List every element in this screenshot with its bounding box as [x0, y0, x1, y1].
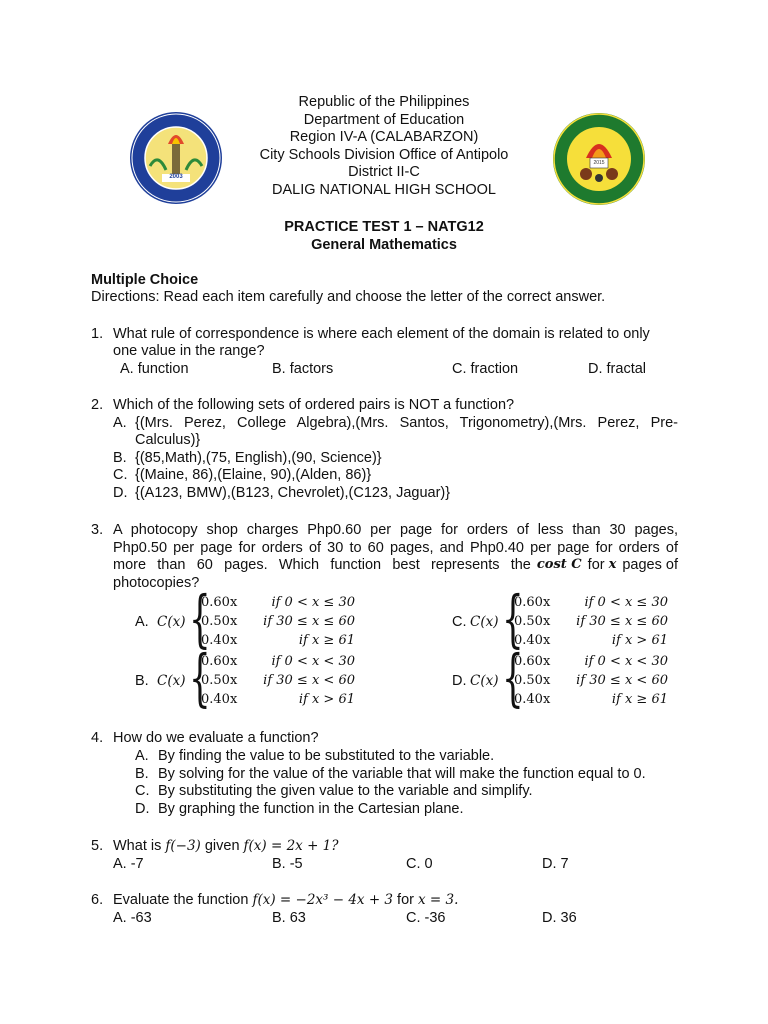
q6-choice-b: B. 63	[272, 910, 306, 926]
left-seal-year: 2003	[169, 174, 183, 180]
q5-text	[113, 838, 339, 854]
q2-label-c: C.	[113, 467, 128, 483]
q5-math-2: f(x) = 2x + 1?	[243, 838, 339, 854]
q3-option-c-cond-3: if x > 61	[611, 633, 668, 648]
q3-option-a-val-2: 0.50x	[201, 614, 238, 629]
q3-text-3e: pages of	[622, 557, 678, 573]
q2-choice-c: {(Maine, 86),(Elaine, 90),(Alden, 86)}	[135, 467, 372, 483]
q3-option-a-brace: {	[189, 582, 211, 655]
q3-option-b-cond-2: if 30 ≤ x < 60	[263, 673, 355, 688]
q4-number: 4.	[91, 730, 104, 746]
q2-choice-a-2: Calculus)}	[135, 432, 201, 448]
q2-label-a: A.	[113, 415, 127, 431]
q3-option-c-fn: C(x)	[470, 614, 499, 630]
q3-option-c	[452, 582, 682, 655]
q3-option-b-fn: C(x)	[157, 673, 186, 689]
q3-option-b-val-1: 0.60x	[201, 654, 238, 669]
q3-option-a-cond-1: if 0 < x ≤ 30	[271, 595, 355, 610]
q3-option-d-case-1	[514, 654, 668, 672]
q3-option-c-val-1: 0.60x	[514, 595, 551, 610]
q3-number: 3.	[91, 522, 104, 538]
q4-choice-b: By solving for the value of the variable that will make the function equal to 0.	[158, 766, 646, 782]
header-line-5: District II-C	[348, 164, 420, 180]
q5-choice-d: D. 7	[542, 856, 569, 872]
q5-number: 5.	[91, 838, 104, 854]
q1-choice-a: A. function	[120, 361, 189, 377]
q3-option-c-cond-2: if 30 ≤ x ≤ 60	[576, 614, 668, 629]
q3-option-b	[135, 641, 365, 714]
q6-text	[113, 892, 458, 908]
q3-option-b-cond-1: if 0 < x < 30	[271, 654, 355, 669]
q6-choice-a: A. -63	[113, 910, 152, 926]
q2-choice-a-1: {(Mrs. Perez, College Algebra),(Mrs. Santos, Trigonometry),(Mrs. Perez, Pre-	[135, 415, 678, 431]
q3-option-a-case-3	[201, 633, 355, 651]
q3-option-c-val-3: 0.40x	[514, 633, 551, 648]
q2-choice-b: {(85,Math),(75, English),(90, Science)}	[135, 450, 382, 466]
q3-text-1: A photocopy shop charges Php0.60 per page for orders of less than 30 pages,	[113, 522, 678, 538]
q3-option-d-case-3	[514, 692, 668, 710]
q4-label-a: A.	[135, 748, 149, 764]
q3-option-a-cond-3: if x ≥ 61	[298, 633, 355, 648]
q4-label-b: B.	[135, 766, 149, 782]
q3-option-c-case-2	[514, 614, 668, 632]
q4-choice-c: By substituting the given value to the variable and simplify.	[158, 783, 533, 799]
q5-choice-c: C. 0	[406, 856, 433, 872]
q6-number: 6.	[91, 892, 104, 908]
q3-option-c-case-1	[514, 595, 668, 613]
q3-option-b-case-3	[201, 692, 355, 710]
q3-option-d-brace: {	[502, 641, 524, 714]
q2-number: 2.	[91, 397, 104, 413]
q1-text-2: one value in the range?	[113, 343, 265, 359]
q6-math-2: x = 3.	[418, 892, 459, 908]
q3-option-a-val-3: 0.40x	[201, 633, 238, 648]
q4-choice-a: By finding the value to be substituted to the variable.	[158, 748, 495, 764]
q6-choice-d: D. 36	[542, 910, 577, 926]
q3-option-a-label: A.	[135, 614, 149, 630]
q2-label-b: B.	[113, 450, 127, 466]
q2-label-d: D.	[113, 485, 128, 501]
header-line-6: DALIG NATIONAL HIGH SCHOOL	[272, 182, 496, 198]
q3-option-d-label: D.	[452, 673, 467, 689]
q3-cost-c: cost C	[536, 557, 582, 572]
section-heading: Multiple Choice	[91, 272, 199, 288]
q3-option-a-cond-2: if 30 ≤ x ≤ 60	[263, 614, 355, 629]
q3-option-b-case-2	[201, 673, 355, 691]
header-line-2: Department of Education	[303, 112, 465, 128]
q4-label-c: C.	[135, 783, 150, 799]
q2-choice-d: {(A123, BMW),(B123, Chevrolet),(C123, Jaguar)}	[135, 485, 451, 501]
q3-x: x	[608, 557, 617, 572]
test-title: PRACTICE TEST 1 – NATG12	[284, 219, 484, 235]
q4-text: How do we evaluate a function?	[113, 730, 319, 746]
q3-option-c-cond-1: if 0 < x ≤ 30	[584, 595, 668, 610]
q3-text-3c: for	[587, 557, 605, 573]
q6-math-1: f(x) = −2x³ − 4x + 3	[252, 892, 394, 908]
q1-choice-c: C. fraction	[452, 361, 519, 377]
q3-text-2: Php0.50 per page for orders of 30 to 60 pages, and Php0.40 per page for orders of	[113, 540, 678, 556]
q2-text: Which of the following sets of ordered pairs is NOT a function?	[113, 397, 515, 413]
q3-option-b-val-2: 0.50x	[201, 673, 238, 688]
q6-text-2: for	[397, 892, 414, 908]
q3-option-d-fn: C(x)	[470, 673, 499, 689]
header-line-1: Republic of the Philippines	[298, 94, 470, 110]
q4-choice-d: By graphing the function in the Cartesian plane.	[158, 801, 464, 817]
q5-math-1: f(−3)	[165, 838, 201, 854]
q3-option-c-brace: {	[502, 582, 524, 655]
q6-text-1: Evaluate the function	[113, 892, 249, 908]
right-seal-year: 2015	[593, 160, 605, 166]
q3-option-a-case-2	[201, 614, 355, 632]
q1-text-1: What rule of correspondence is where each element of the domain is related to only	[113, 326, 650, 342]
q3-option-b-case-1	[201, 654, 355, 672]
q3-option-b-cond-3: if x > 61	[298, 692, 355, 707]
q3-option-d-cond-1: if 0 < x < 30	[584, 654, 668, 669]
q3-option-a-fn: C(x)	[157, 614, 186, 630]
q3-option-d-val-2: 0.50x	[514, 673, 551, 688]
q3-text-3	[113, 557, 678, 573]
q3-text-3a: more than 60 pages. Which function best represents the	[113, 557, 531, 573]
q1-choice-b: B. factors	[272, 361, 334, 377]
q3-option-b-brace: {	[189, 641, 211, 714]
q3-option-d-val-3: 0.40x	[514, 692, 551, 707]
q3-option-d	[452, 641, 682, 714]
q3-text-4: photocopies?	[113, 575, 200, 591]
test-subject: General Mathematics	[311, 237, 457, 253]
q3-option-d-cond-3: if x ≥ 61	[611, 692, 668, 707]
directions: Directions: Read each item carefully and choose the letter of the correct answer.	[91, 289, 606, 305]
q3-option-c-label: C.	[452, 614, 467, 630]
q5-choice-a: A. -7	[113, 856, 144, 872]
q3-option-d-cond-2: if 30 ≤ x < 60	[576, 673, 668, 688]
q5-text-2: given	[204, 838, 240, 854]
header-line-3: Region IV-A (CALABARZON)	[289, 129, 479, 145]
q3-option-a-val-1: 0.60x	[201, 595, 238, 610]
q1-choice-d: D. fractal	[588, 361, 647, 377]
q1-number: 1.	[91, 326, 104, 342]
q3-option-d-case-2	[514, 673, 668, 691]
q6-choice-c: C. -36	[406, 910, 446, 926]
q3-option-b-label: B.	[135, 673, 149, 689]
q5-text-1: What is	[113, 838, 162, 854]
q3-option-b-val-3: 0.40x	[201, 692, 238, 707]
q3-option-c-case-3	[514, 633, 668, 651]
q3-option-c-val-2: 0.50x	[514, 614, 551, 629]
q3-option-a-case-1	[201, 595, 355, 613]
q4-label-d: D.	[135, 801, 150, 817]
q3-option-d-val-1: 0.60x	[514, 654, 551, 669]
header-line-4: City Schools Division Office of Antipolo	[259, 147, 509, 163]
q5-choice-b: B. -5	[272, 856, 303, 872]
q3-option-a	[135, 582, 365, 655]
